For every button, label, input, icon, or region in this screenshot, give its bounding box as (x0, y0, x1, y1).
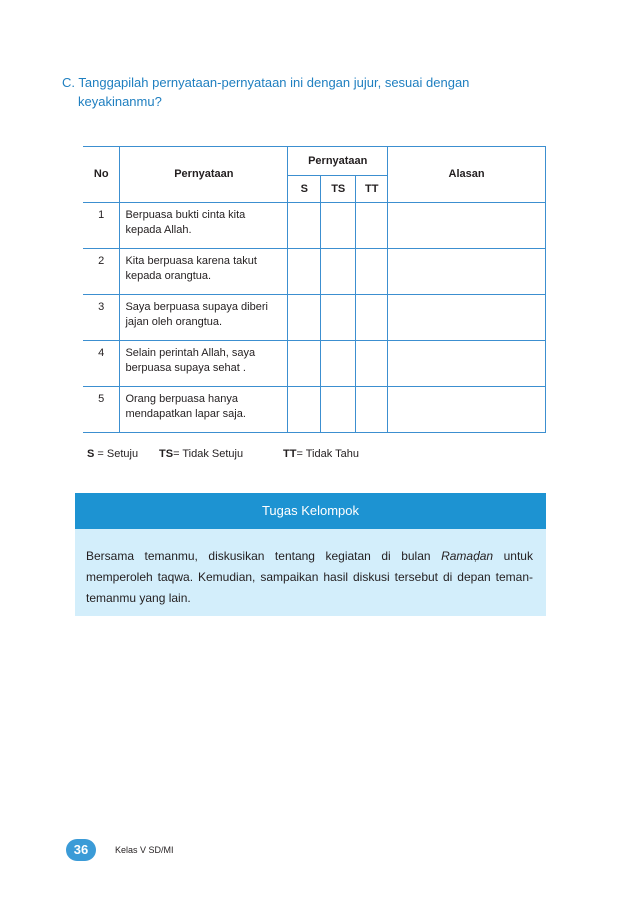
cell-s[interactable] (288, 295, 321, 341)
cell-alasan[interactable] (388, 341, 546, 387)
row-number: 5 (83, 387, 120, 433)
page-number-badge: 36 (66, 839, 96, 861)
row-number: 2 (83, 249, 120, 295)
header-ts: TS (321, 176, 356, 203)
header-group-pernyataan: Pernyataan (288, 147, 388, 176)
legend-s (87, 448, 138, 460)
table-row (83, 203, 546, 249)
cell-ts[interactable] (321, 249, 356, 295)
cell-ts[interactable] (321, 387, 356, 433)
cell-s[interactable] (288, 203, 321, 249)
table-row (83, 249, 546, 295)
task-box (75, 529, 546, 616)
row-number: 4 (83, 341, 120, 387)
legend-ts-value: = Tidak Setuju (173, 448, 244, 460)
legend-ts (159, 448, 243, 460)
cell-s[interactable] (288, 341, 321, 387)
section-heading (62, 73, 532, 111)
legend-s-key: S (87, 448, 95, 460)
header-s: S (288, 176, 321, 203)
cell-alasan[interactable] (388, 387, 546, 433)
statement-table (83, 146, 546, 433)
row-number: 3 (83, 295, 120, 341)
cell-alasan[interactable] (388, 295, 546, 341)
header-alasan: Alasan (388, 147, 546, 203)
row-statement: Saya berpuasa supaya diberi jajan oleh orangtua. (120, 295, 288, 341)
cell-tt[interactable] (356, 249, 388, 295)
row-statement: Kita berpuasa karena takut kepada orangtua. (120, 249, 288, 295)
task-text-italic: Ramaḍan (441, 549, 494, 563)
task-text (86, 546, 533, 609)
task-text-start: Bersama temanmu, diskusikan tentang kegiatan di bulan (86, 549, 442, 563)
row-number: 1 (83, 203, 120, 249)
cell-tt[interactable] (356, 341, 388, 387)
legend-tt-value: = Tidak Tahu (296, 448, 359, 460)
table-row (83, 295, 546, 341)
cell-alasan[interactable] (388, 249, 546, 295)
table-row (83, 387, 546, 433)
legend-tt-key: TT (283, 448, 297, 460)
task-title: Tugas Kelompok (75, 493, 546, 529)
task-text-end: untuk memperoleh taqwa. Kemudian, sampaikan hasil diskusi tersebut di depan teman-temanmu yang lain. (86, 549, 533, 605)
cell-ts[interactable] (321, 341, 356, 387)
legend-s-value: = Setuju (94, 448, 139, 460)
cell-tt[interactable] (356, 203, 388, 249)
header-pernyataan: Pernyataan (120, 147, 288, 203)
row-statement: Berpuasa bukti cinta kita kepada Allah. (120, 203, 288, 249)
footer-label: Kelas V SD/MI (115, 845, 174, 855)
heading-line-1: C. Tanggapilah pernyataan-pernyataan ini dengan jujur, sesuai dengan (62, 75, 470, 90)
cell-ts[interactable] (321, 295, 356, 341)
cell-alasan[interactable] (388, 203, 546, 249)
cell-tt[interactable] (356, 295, 388, 341)
cell-s[interactable] (288, 249, 321, 295)
table-row (83, 341, 546, 387)
header-tt: TT (356, 176, 388, 203)
header-no: No (83, 147, 120, 203)
cell-tt[interactable] (356, 387, 388, 433)
legend-tt (283, 448, 359, 460)
cell-s[interactable] (288, 387, 321, 433)
row-statement: Orang berpuasa hanya mendapatkan lapar saja. (120, 387, 288, 433)
legend-ts-key: TS (159, 448, 174, 460)
cell-ts[interactable] (321, 203, 356, 249)
row-statement: Selain perintah Allah, saya berpuasa supaya sehat . (120, 341, 288, 387)
heading-line-2: keyakinanmu? (78, 94, 162, 109)
